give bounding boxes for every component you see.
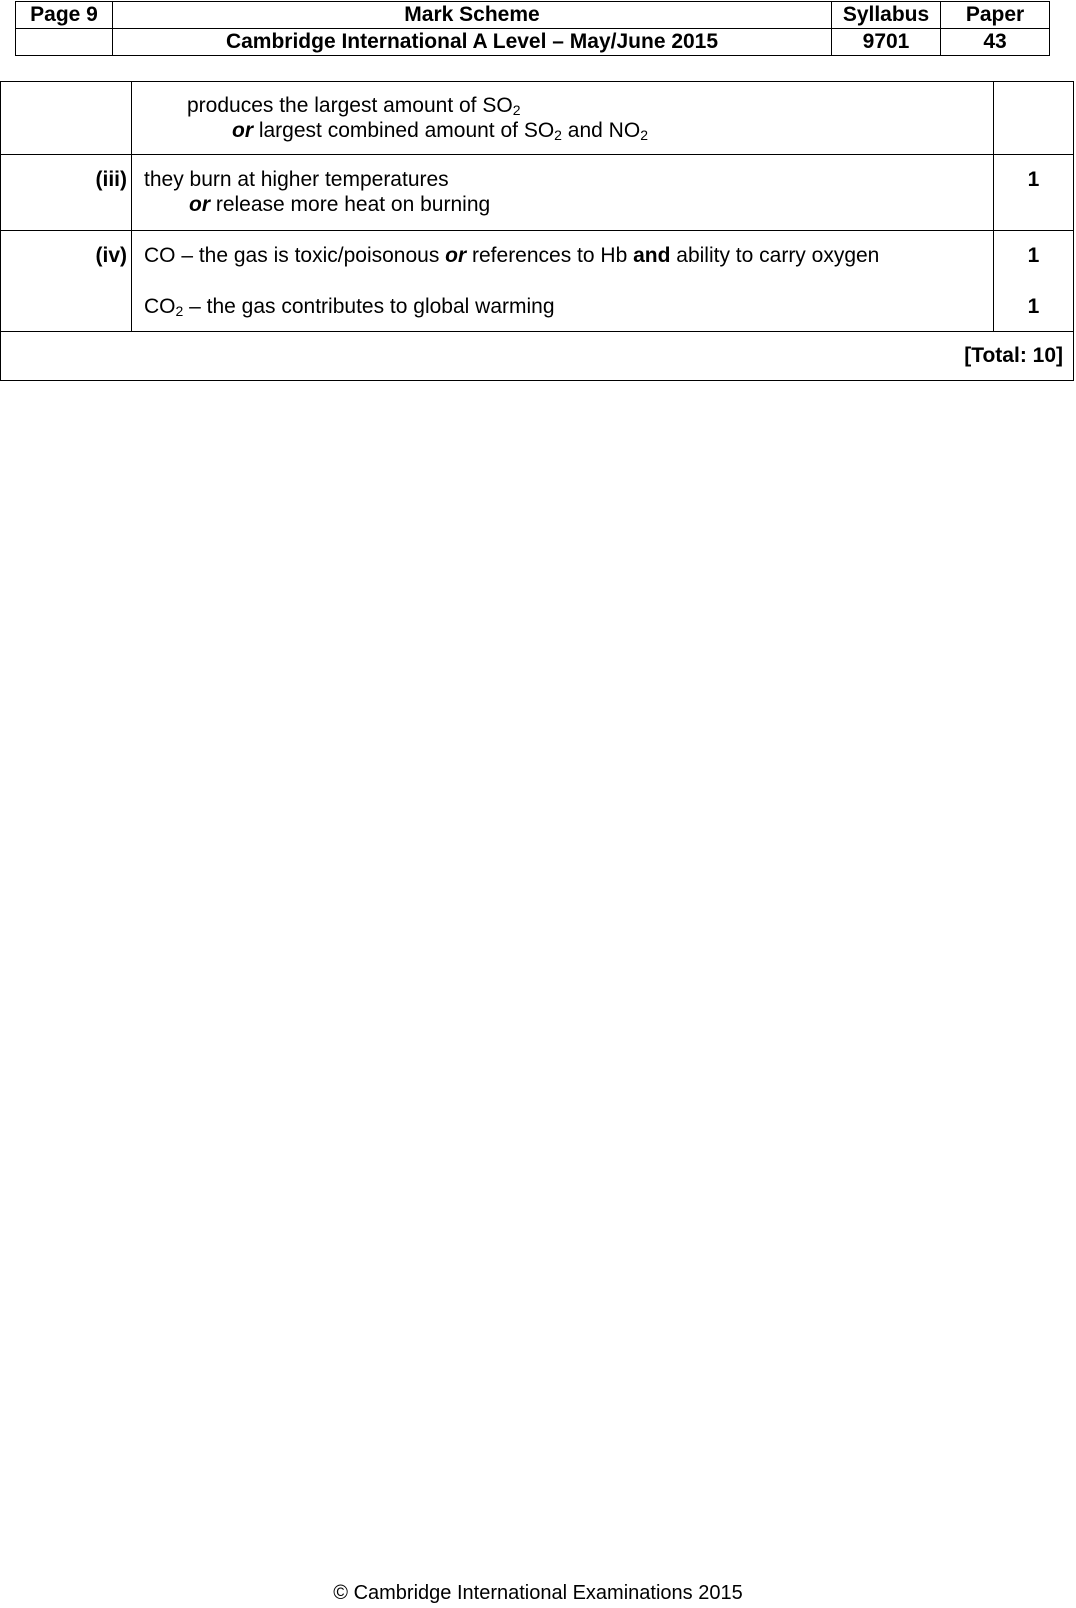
paper-label: Paper bbox=[941, 2, 1050, 29]
answer-cell bbox=[132, 82, 994, 155]
header-title: Mark Scheme bbox=[113, 2, 832, 29]
header-subtitle: Cambridge International A Level – May/June 2015 bbox=[113, 29, 832, 56]
answer-text: CO – the gas is toxic/poisonous bbox=[144, 244, 446, 267]
answer-text: release more heat on burning bbox=[210, 193, 491, 216]
table-row bbox=[1, 231, 1074, 332]
answer-line bbox=[144, 191, 993, 218]
paper-number: 43 bbox=[941, 29, 1050, 56]
table-row bbox=[1, 82, 1074, 155]
mark-cell-empty bbox=[994, 82, 1074, 155]
or-keyword: or bbox=[445, 244, 467, 267]
subscript: 2 bbox=[640, 127, 648, 143]
answer-text: produces the largest amount of SO bbox=[187, 94, 513, 117]
answer-text: and NO bbox=[561, 119, 641, 142]
copyright-footer: © Cambridge International Examinations 2015 bbox=[333, 1582, 743, 1604]
table-row bbox=[1, 155, 1074, 231]
answer-text: references to Hb bbox=[466, 244, 634, 267]
header-table bbox=[15, 1, 1050, 56]
part-label bbox=[1, 155, 132, 231]
answer-text: ability to carry oxygen bbox=[670, 244, 880, 267]
mark-value: 1 bbox=[1027, 244, 1040, 267]
answer-text: CO bbox=[144, 295, 176, 318]
syllabus-label: Syllabus bbox=[832, 2, 941, 29]
part-label-text: (iv) bbox=[95, 244, 127, 267]
total-marks: [Total: 10] bbox=[1, 332, 1074, 381]
or-keyword: or bbox=[232, 119, 253, 142]
part-label-text: (iii) bbox=[95, 168, 127, 191]
answer-line bbox=[144, 242, 993, 269]
answer-cell bbox=[132, 231, 994, 332]
part-label-empty bbox=[1, 82, 132, 155]
answer-line bbox=[144, 117, 993, 144]
mark-cell bbox=[994, 231, 1074, 332]
or-keyword: or bbox=[189, 193, 210, 216]
and-keyword: and bbox=[633, 244, 671, 267]
mark-scheme-table bbox=[0, 81, 1074, 381]
subscript: 2 bbox=[554, 127, 562, 143]
subscript: 2 bbox=[512, 102, 521, 118]
answer-line bbox=[144, 293, 993, 320]
syllabus-code: 9701 bbox=[832, 29, 941, 56]
mark-value: 1 bbox=[1027, 295, 1040, 318]
mark-cell bbox=[994, 155, 1074, 231]
page-number: Page 9 bbox=[16, 2, 113, 29]
header-blank bbox=[16, 29, 113, 56]
part-label bbox=[1, 231, 132, 332]
total-row bbox=[1, 332, 1074, 381]
subscript: 2 bbox=[175, 303, 184, 319]
answer-text: – the gas contributes to global warming bbox=[183, 295, 555, 318]
answer-text: largest combined amount of SO bbox=[253, 119, 555, 142]
answer-cell bbox=[132, 155, 994, 231]
mark-value: 1 bbox=[1027, 168, 1040, 191]
answer-line bbox=[144, 92, 993, 119]
answer-line: they burn at higher temperatures bbox=[144, 168, 449, 191]
